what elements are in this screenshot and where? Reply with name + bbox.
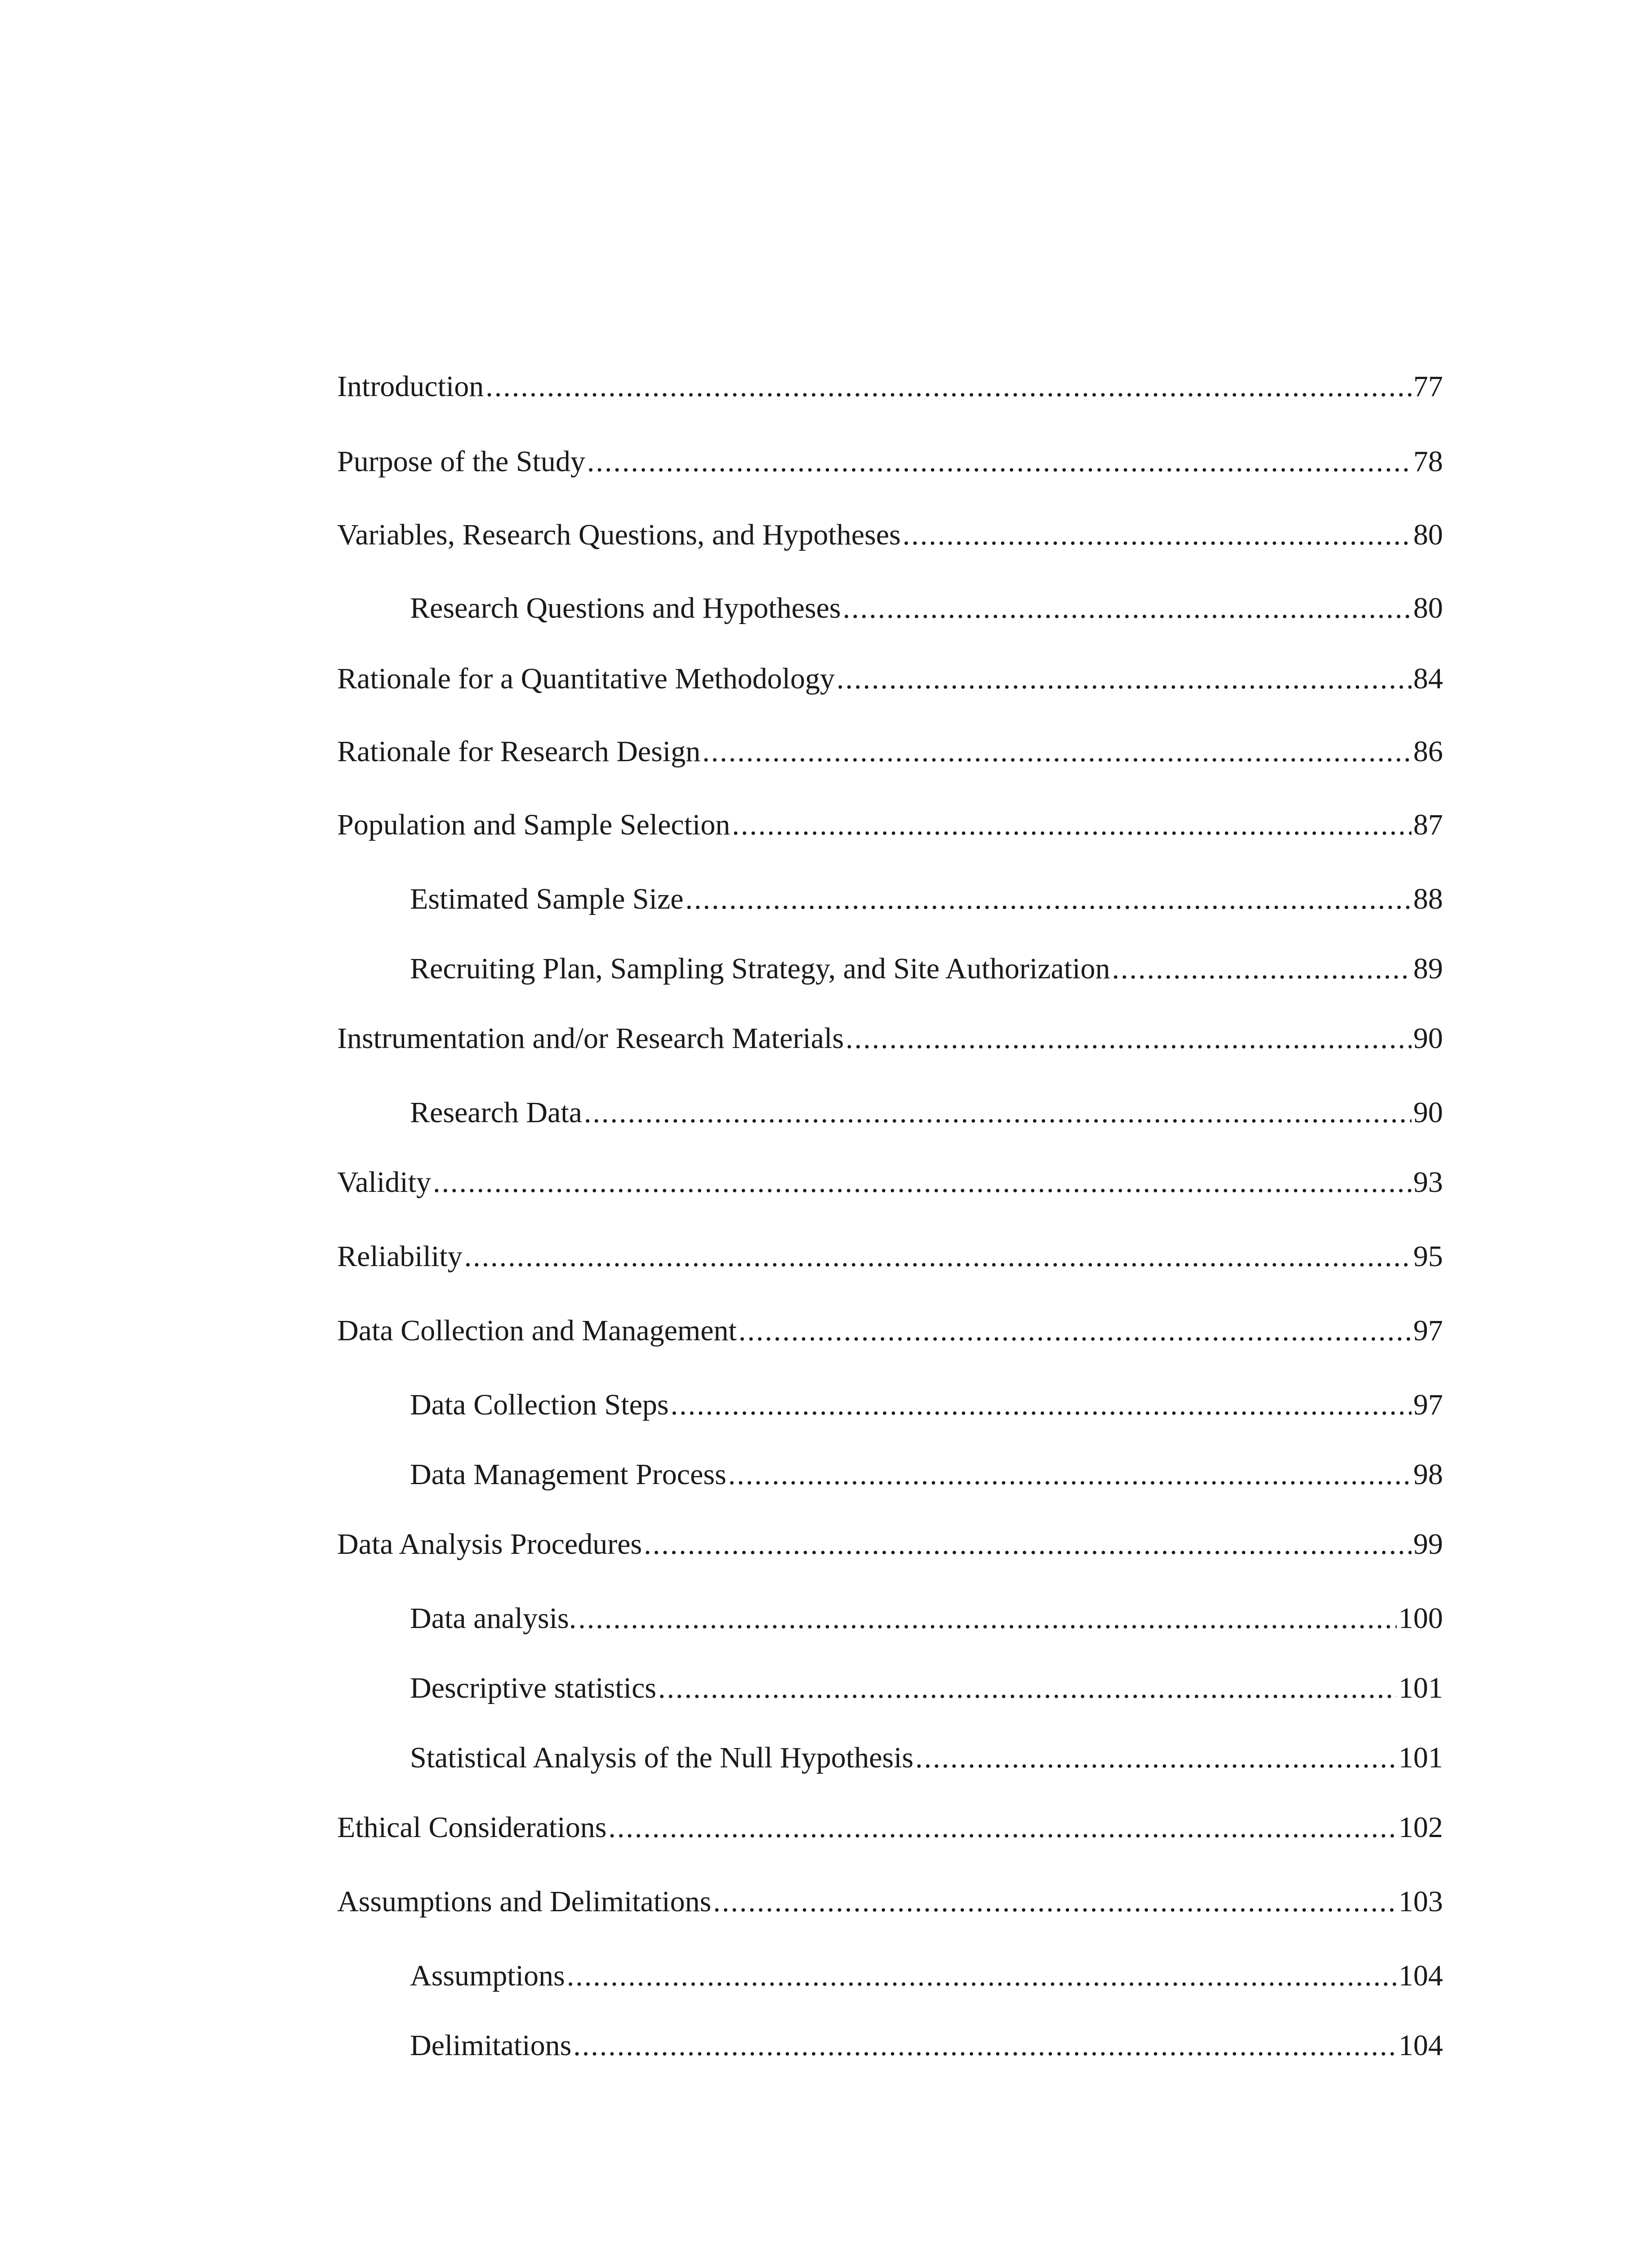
toc-entry-label: Variables, Research Questions, and Hypotheses xyxy=(337,518,901,551)
toc-entry-variables-research-questions[interactable] xyxy=(337,513,1443,558)
toc-entry-label: Introduction xyxy=(337,370,484,403)
dot-leader xyxy=(846,1016,1412,1061)
dot-leader xyxy=(584,1090,1412,1135)
toc-entry-page-number: 87 xyxy=(1413,808,1443,841)
toc-entry-introduction[interactable] xyxy=(337,364,1443,409)
dot-leader xyxy=(903,513,1412,558)
dot-leader xyxy=(464,1234,1412,1279)
toc-entry-page-number: 77 xyxy=(1413,370,1443,403)
toc-entry-label: Recruiting Plan, Sampling Strategy, and Site Authorization xyxy=(410,952,1110,985)
toc-entry-page-number: 100 xyxy=(1398,1602,1443,1635)
toc-entry-instrumentation[interactable] xyxy=(337,1016,1443,1061)
toc-entry-validity[interactable] xyxy=(337,1160,1443,1205)
toc-entry-label: Delimitations xyxy=(410,2029,572,2062)
toc-entry-label: Ethical Considerations xyxy=(337,1811,607,1844)
dot-leader xyxy=(915,1735,1397,1780)
toc-entry-page-number: 88 xyxy=(1413,883,1443,915)
toc-entry-descriptive-statistics[interactable] xyxy=(410,1666,1443,1711)
toc-entry-purpose-of-the-study[interactable] xyxy=(337,439,1443,484)
toc-entry-page-number: 86 xyxy=(1413,735,1443,768)
toc-entry-rationale-quantitative-methodology[interactable] xyxy=(337,656,1443,701)
toc-entry-page-number: 101 xyxy=(1398,1741,1443,1774)
toc-entry-page-number: 98 xyxy=(1413,1458,1443,1491)
toc-entry-page-number: 101 xyxy=(1398,1672,1443,1704)
dot-leader xyxy=(732,803,1412,847)
toc-entry-page-number: 104 xyxy=(1398,2029,1443,2062)
toc-entry-research-questions-and-hypotheses[interactable] xyxy=(410,586,1443,631)
toc-entry-recruiting-plan[interactable] xyxy=(410,946,1443,991)
dot-leader xyxy=(573,2023,1397,2068)
toc-entry-label: Rationale for Research Design xyxy=(337,735,701,768)
toc-entry-label: Rationale for a Quantitative Methodology xyxy=(337,662,835,695)
dot-leader xyxy=(567,1954,1397,1998)
toc-entry-label: Population and Sample Selection xyxy=(337,808,730,841)
toc-entry-data-collection-and-management[interactable] xyxy=(337,1308,1443,1353)
toc-entry-page-number: 97 xyxy=(1413,1388,1443,1421)
toc-entry-page-number: 99 xyxy=(1413,1528,1443,1561)
toc-entry-data-management-process[interactable] xyxy=(410,1452,1443,1497)
toc-entry-page-number: 102 xyxy=(1398,1811,1443,1844)
toc-entry-label: Research Questions and Hypotheses xyxy=(410,592,841,624)
toc-entry-label: Estimated Sample Size xyxy=(410,883,684,915)
toc-entry-ethical-considerations[interactable] xyxy=(337,1805,1443,1850)
toc-entry-page-number: 90 xyxy=(1413,1096,1443,1129)
toc-entry-label: Data Management Process xyxy=(410,1458,726,1491)
dot-leader xyxy=(739,1308,1412,1353)
dot-leader xyxy=(1112,946,1412,991)
dot-leader xyxy=(587,439,1412,484)
toc-entry-reliability[interactable] xyxy=(337,1234,1443,1279)
toc-entry-data-collection-steps[interactable] xyxy=(410,1383,1443,1427)
dot-leader xyxy=(658,1666,1397,1711)
dot-leader xyxy=(843,586,1412,631)
toc-entry-population-and-sample-selection[interactable] xyxy=(337,803,1443,847)
toc-entry-label: Assumptions and Delimitations xyxy=(337,1885,712,1918)
dot-leader xyxy=(608,1805,1397,1850)
dot-leader xyxy=(713,1879,1397,1924)
toc-entry-label: Data Collection and Management xyxy=(337,1314,737,1347)
dot-leader xyxy=(433,1160,1412,1205)
toc-entry-page-number: 97 xyxy=(1413,1314,1443,1347)
toc-entry-page-number: 80 xyxy=(1413,592,1443,624)
dot-leader xyxy=(686,877,1412,922)
dot-leader xyxy=(728,1452,1412,1497)
toc-entry-rationale-research-design[interactable] xyxy=(337,729,1443,774)
toc-entry-page-number: 93 xyxy=(1413,1166,1443,1199)
toc-entry-label: Reliability xyxy=(337,1240,463,1273)
toc-entry-label: Descriptive statistics xyxy=(410,1672,657,1704)
toc-entry-label: Purpose of the Study xyxy=(337,445,585,478)
toc-entry-assumptions[interactable] xyxy=(410,1954,1443,1998)
toc-entry-label: Research Data xyxy=(410,1096,582,1129)
toc-entry-estimated-sample-size[interactable] xyxy=(410,877,1443,922)
toc-entry-research-data[interactable] xyxy=(410,1090,1443,1135)
toc-entry-label: Assumptions xyxy=(410,1959,565,1992)
toc-entry-page-number: 78 xyxy=(1413,445,1443,478)
dot-leader xyxy=(702,729,1412,774)
dot-leader xyxy=(837,656,1412,701)
toc-entry-page-number: 89 xyxy=(1413,952,1443,985)
toc-entry-label: Instrumentation and/or Research Materials xyxy=(337,1022,844,1055)
dot-leader xyxy=(671,1383,1412,1427)
toc-entry-assumptions-and-delimitations[interactable] xyxy=(337,1879,1443,1924)
toc-entry-page-number: 103 xyxy=(1398,1885,1443,1918)
toc-entry-statistical-analysis-null-hypothesis[interactable] xyxy=(410,1735,1443,1780)
toc-entry-page-number: 84 xyxy=(1413,662,1443,695)
dot-leader xyxy=(578,1596,1397,1641)
toc-entry-data-analysis[interactable] xyxy=(410,1596,1443,1641)
toc-entry-label: Validity xyxy=(337,1166,431,1199)
toc-entry-data-analysis-procedures[interactable] xyxy=(337,1522,1443,1567)
toc-entry-label: Statistical Analysis of the Null Hypothesis xyxy=(410,1741,914,1774)
toc-entry-label: Data Analysis Procedures xyxy=(337,1528,642,1561)
toc-entry-label: Data analysis. xyxy=(410,1602,577,1635)
toc-entry-label: Data Collection Steps xyxy=(410,1388,669,1421)
toc-entry-delimitations[interactable] xyxy=(410,2023,1443,2068)
toc-entry-page-number: 104 xyxy=(1398,1959,1443,1992)
toc-entry-page-number: 90 xyxy=(1413,1022,1443,1055)
toc-entry-page-number: 80 xyxy=(1413,518,1443,551)
dot-leader xyxy=(485,364,1412,409)
toc-entry-page-number: 95 xyxy=(1413,1240,1443,1273)
dot-leader xyxy=(644,1522,1412,1567)
